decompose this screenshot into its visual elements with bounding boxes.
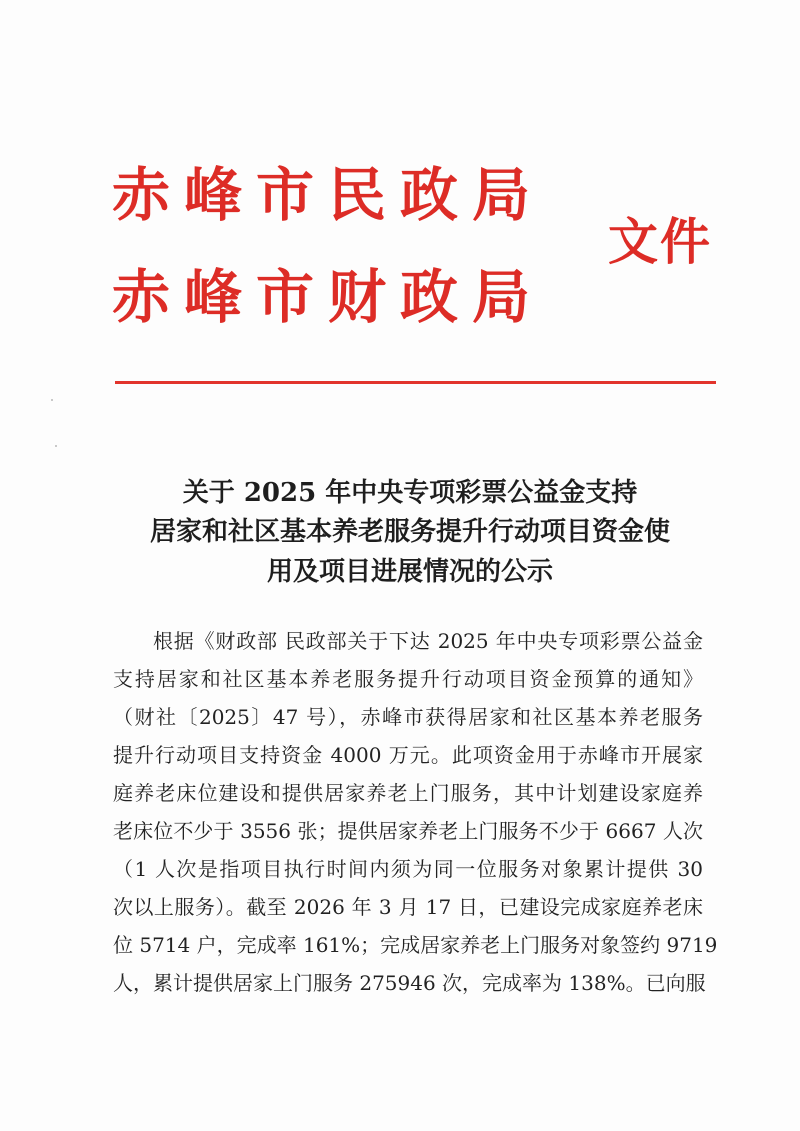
body-line: 次以上服务）。截至 2026 年 3 月 17 日，已建设完成家庭养老床 xyxy=(113,895,703,919)
body-line: （财社〔2025〕47 号），赤峰市获得居家和社区基本养老服务 xyxy=(113,705,703,729)
body-line: 庭养老床位建设和提供居家养老上门服务，其中计划建设家庭养 xyxy=(113,781,703,805)
body-line: （1 人次是指项目执行时间内须为同一位服务对象累计提供 30 xyxy=(113,857,703,881)
document-type-label: 文件 xyxy=(608,212,712,271)
issuer-civil-affairs-bureau: 赤峰市民政局 xyxy=(112,161,545,229)
body-line: 位 5714 户，完成率 161%；完成居家养老上门服务对象签约 9719 xyxy=(113,933,718,957)
body-line: 根据《财政部 民政部关于下达 2025 年中央专项彩票公益金 xyxy=(153,629,703,653)
body-line: 提升行动项目支持资金 4000 万元。此项资金用于赤峰市开展家 xyxy=(113,743,703,767)
scan-speck xyxy=(55,445,57,447)
scan-speck xyxy=(51,399,53,401)
body-line: 支持居家和社区基本养老服务提升行动项目资金预算的通知》 xyxy=(113,667,703,691)
document-title-line-3: 用及项目进展情况的公示 xyxy=(266,557,553,587)
document-title-line-1: 关于 2025 年中央专项彩票公益金支持 xyxy=(182,478,638,508)
issuer-finance-bureau: 赤峰市财政局 xyxy=(112,263,545,331)
body-line: 老床位不少于 3556 张；提供居家养老上门服务不少于 6667 人次 xyxy=(113,819,703,843)
document-title-line-2: 居家和社区基本养老服务提升行动项目资金使 xyxy=(149,517,670,547)
red-header-rule xyxy=(115,381,716,384)
body-line: 人，累计提供居家上门服务 275946 次，完成率为 138%。已向服 xyxy=(113,971,706,995)
